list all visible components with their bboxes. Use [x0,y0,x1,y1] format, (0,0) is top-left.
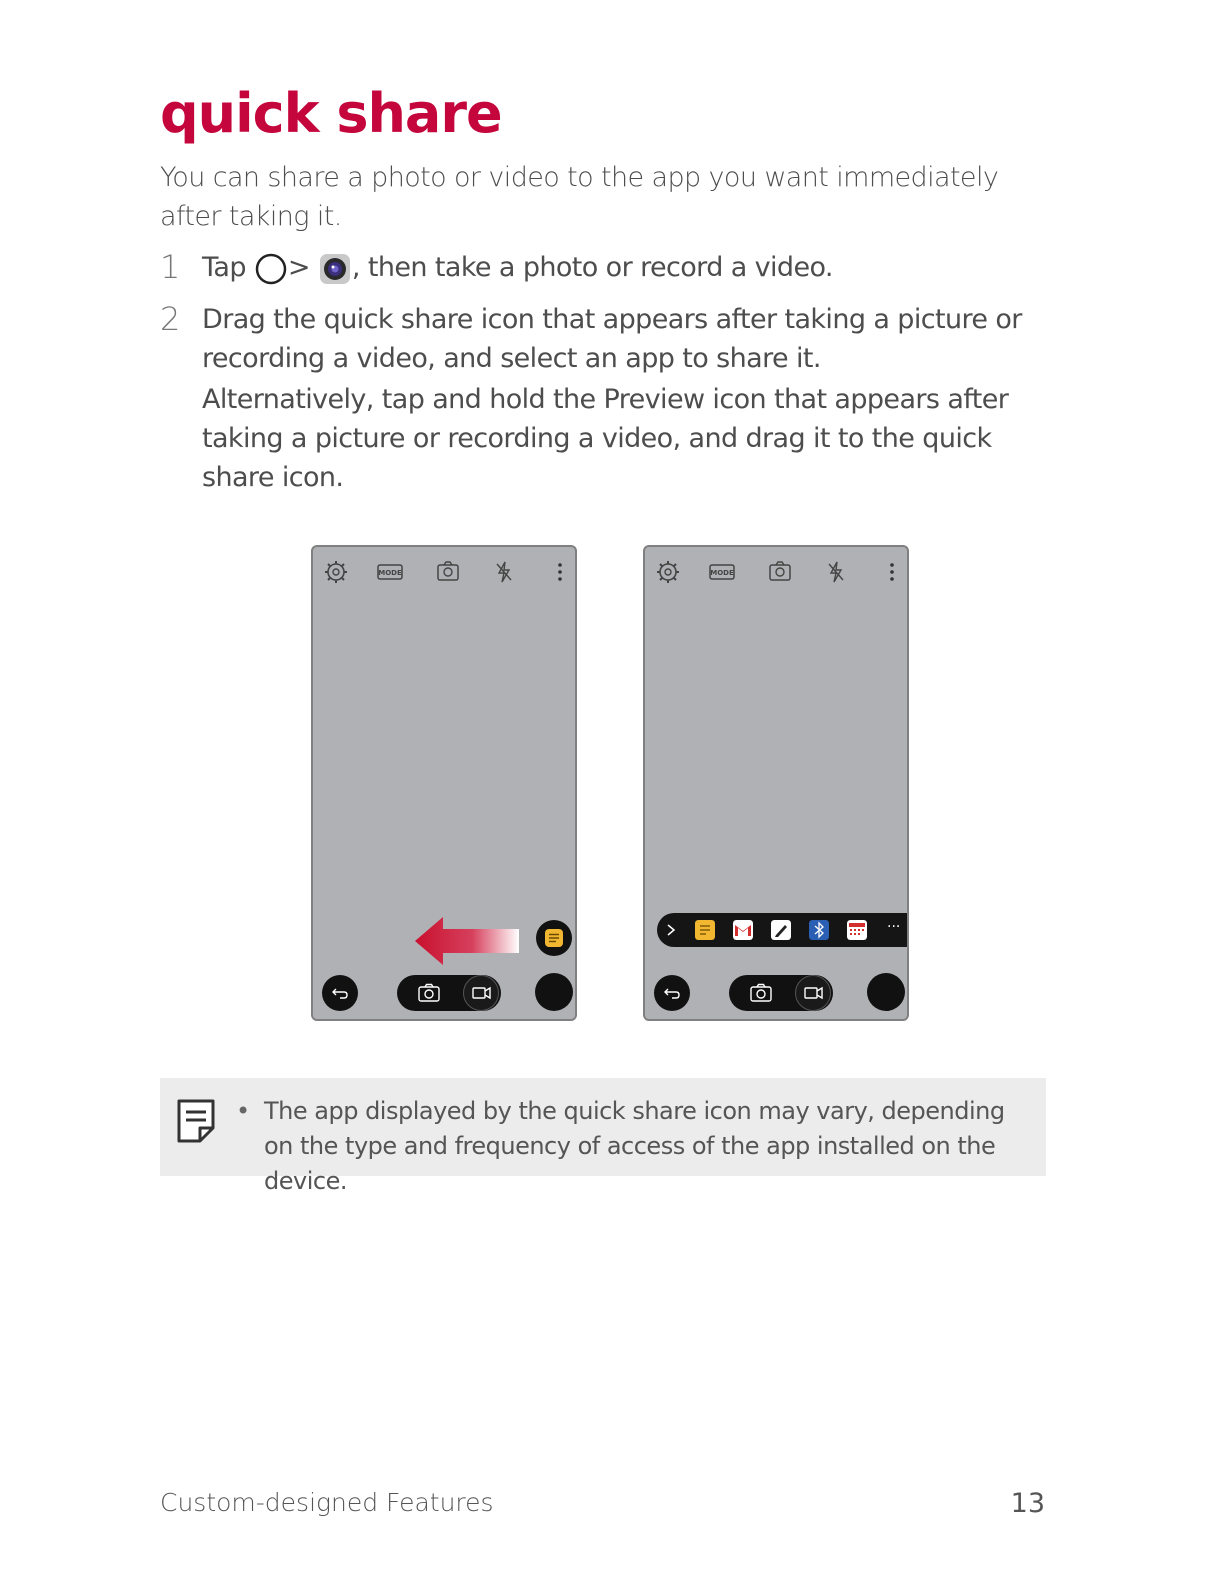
back-button[interactable] [654,975,690,1011]
back-button[interactable] [322,975,358,1011]
more-icon [877,557,907,587]
tray-more-icon[interactable]: ··· [887,919,901,935]
back-icon [331,984,349,1002]
record-video-button[interactable] [463,975,499,1011]
footer-section-title: Custom-designed Features [160,1488,494,1517]
step-number: 1 [160,248,181,286]
flash-off-icon [821,557,851,587]
note-icon [176,1098,216,1144]
step-tap-word: Tap [202,252,246,283]
mode-icon [708,557,736,587]
step-number: 2 [160,300,181,338]
more-icon [545,557,575,587]
collapse-chevron-icon[interactable] [665,923,677,937]
camera-top-bar [313,557,575,587]
switch-camera-icon [765,557,795,587]
home-circle-icon [254,252,288,286]
calendar-icon[interactable] [847,920,867,940]
note-text: The app displayed by the quick share icon may vary, depending on the type and frequency of access of the app installed on the device. [264,1097,1005,1195]
step-rest: , then take a photo or record a video. [351,252,833,283]
drag-arrow-icon [413,913,521,969]
mode-label: MODE [378,569,402,577]
video-camera-icon [472,985,492,1001]
bluetooth-icon[interactable] [809,920,829,940]
back-icon [663,984,681,1002]
preview-thumbnail[interactable] [535,973,573,1011]
record-video-button[interactable] [795,975,831,1011]
flash-off-icon [489,557,519,587]
camera-screen-illustration-left [311,545,577,1021]
capture-controls [397,975,501,1011]
camera-screen-illustration-right [643,545,909,1021]
video-camera-icon [804,985,824,1001]
settings-icon [321,557,351,587]
mode-icon [376,557,404,587]
intro-paragraph: You can share a photo or video to the app you want immediately after taking it. [160,162,999,232]
step-text: Drag the quick share icon that appears after taking a picture or recording a video, and select an app to share it. [202,304,1022,374]
switch-camera-icon [433,557,463,587]
page-title: quick share [160,82,502,145]
quick-share-icon [543,927,565,949]
memo-icon[interactable] [771,920,791,940]
preview-thumbnail[interactable] [867,973,905,1011]
page-number: 13 [1010,1488,1045,1519]
note-bullet: • [236,1097,251,1125]
camera-shutter-icon[interactable] [417,982,441,1004]
step-2-alternative: Alternatively, tap and hold the Preview icon that appears after taking a picture or recording a video, and drag it to the quick share icon. [202,384,1009,493]
mode-label: MODE [710,569,734,577]
step-text [202,248,1062,287]
quick-share-button[interactable] [536,920,572,956]
capture-controls [729,975,833,1011]
gmail-icon[interactable] [733,920,753,940]
camera-app-icon [318,252,352,286]
quick-share-app-tray [657,913,909,947]
camera-top-bar [645,557,907,587]
settings-icon [653,557,683,587]
camera-shutter-icon[interactable] [749,982,773,1004]
messages-icon[interactable] [695,920,715,940]
step-separator: > [287,252,310,283]
